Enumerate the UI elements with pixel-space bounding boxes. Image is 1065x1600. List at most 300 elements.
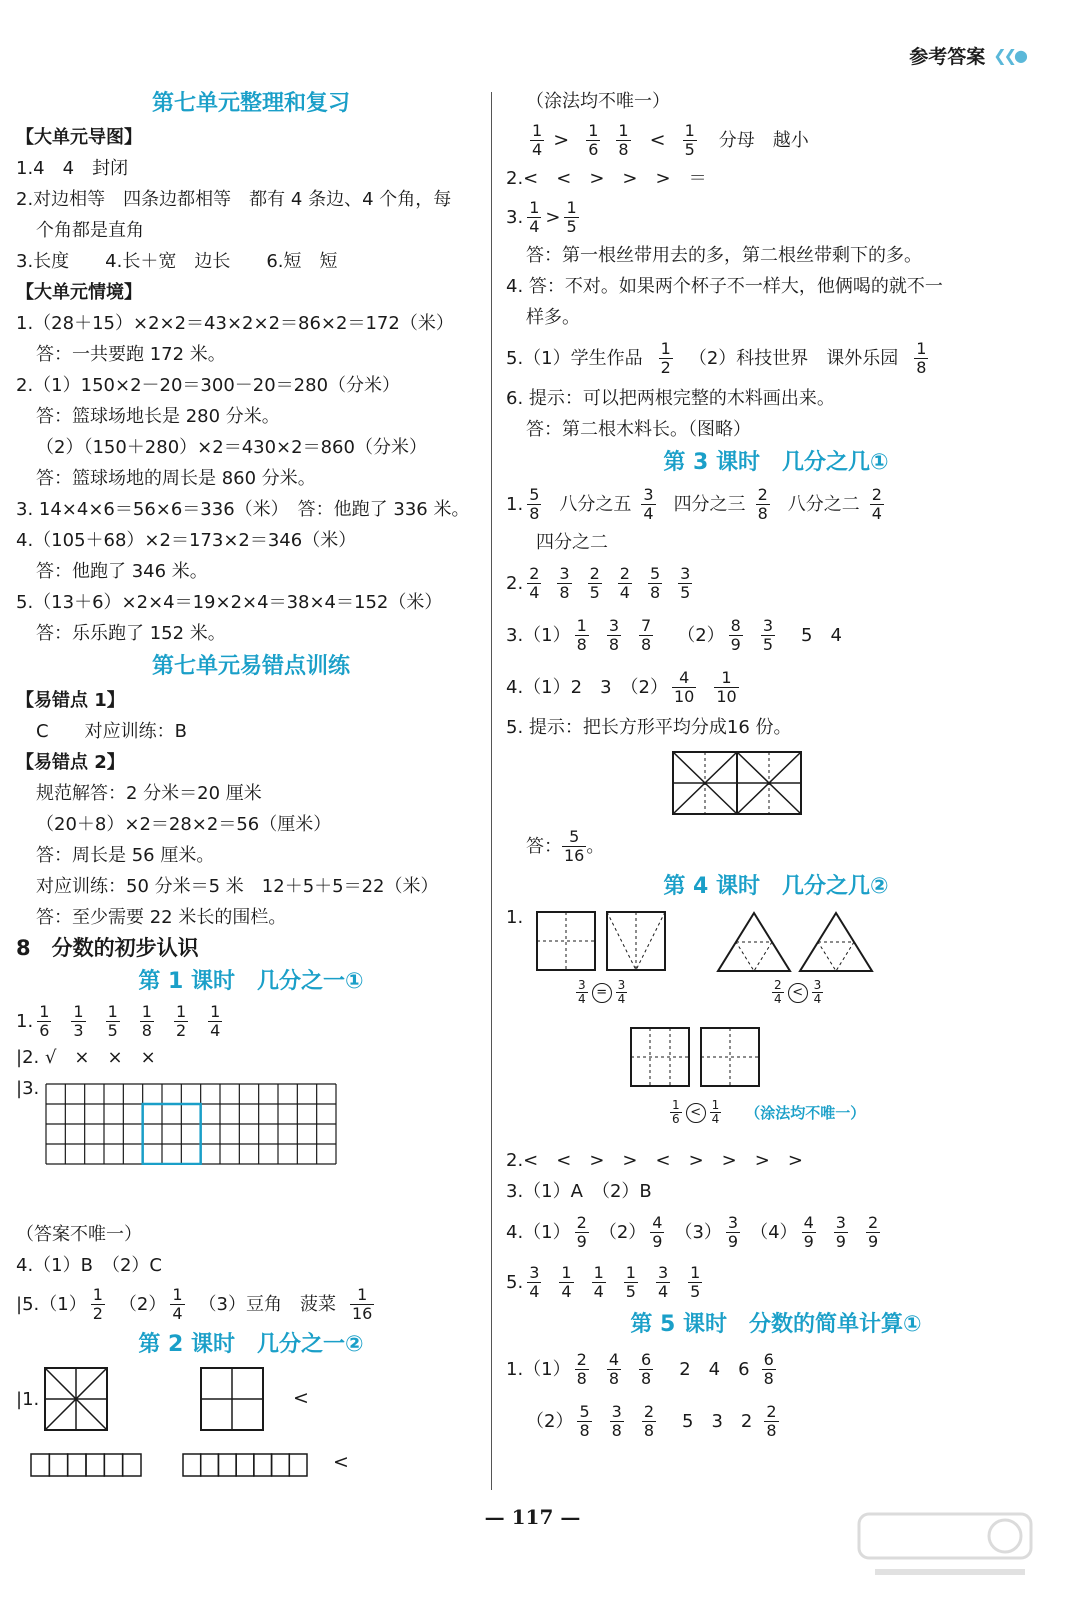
fraction bbox=[772, 979, 784, 1006]
numerator: 2 bbox=[576, 1212, 587, 1232]
square-quarters-figure bbox=[200, 1367, 264, 1431]
denominator: 8 bbox=[618, 139, 629, 159]
fraction bbox=[607, 1351, 621, 1388]
numerator: 5 bbox=[579, 1401, 590, 1421]
fraction bbox=[577, 1403, 591, 1440]
numerator: 3 bbox=[608, 615, 620, 635]
fraction-list bbox=[523, 1264, 716, 1301]
question-number: 2. bbox=[506, 572, 524, 594]
denominator: 9 bbox=[576, 1231, 587, 1251]
numerator: 2 bbox=[589, 563, 600, 583]
answer-line: C 对应训练：B bbox=[36, 721, 187, 742]
answer-text: 1.（1） bbox=[506, 1358, 571, 1380]
answer-line: 5.（13＋6）×2×4＝19×2×4＝38×4＝152（米） bbox=[16, 592, 443, 613]
answer-line: 答：至少需要 22 米长的围栏。 bbox=[36, 907, 287, 928]
subheading: 【大单元情境】 bbox=[16, 282, 142, 303]
answer-line bbox=[506, 662, 1046, 712]
bar-sevenths-figure bbox=[182, 1453, 308, 1477]
numerator: 1 bbox=[172, 1284, 183, 1304]
answer-text: 四分之三 bbox=[673, 493, 746, 515]
section-title: 第 5 课时 分数的简单计算① bbox=[630, 1312, 922, 1337]
fraction bbox=[37, 1003, 51, 1040]
numerator: 4 bbox=[652, 1212, 663, 1232]
numerator: 3 bbox=[835, 1212, 846, 1232]
fraction bbox=[527, 486, 541, 523]
section-title: 第 3 课时 几分之几① bbox=[663, 450, 889, 475]
numerator: 4 bbox=[679, 667, 690, 687]
numerator: 2 bbox=[529, 563, 540, 583]
fraction bbox=[761, 617, 775, 654]
answer-line: 答：周长是 56 厘米。 bbox=[36, 845, 215, 866]
bar-cell bbox=[31, 1454, 49, 1476]
numerator: 1 bbox=[684, 120, 695, 140]
question-number: 1. bbox=[16, 1010, 34, 1032]
answer-line: 5. 提示：把长方形平均分成16 份。 bbox=[506, 717, 792, 738]
answer-line: （2）（150＋280）×2＝430×2＝860（分米） bbox=[36, 437, 427, 458]
denominator: 6 bbox=[39, 1020, 50, 1040]
denominator: 4 bbox=[593, 1281, 604, 1301]
denominator: 5 bbox=[625, 1281, 636, 1301]
answer-text: （2） bbox=[598, 1221, 647, 1243]
numerator: 2 bbox=[774, 978, 782, 992]
chapter-title: 8 分数的初步认识 bbox=[16, 936, 199, 960]
denominator: 4 bbox=[529, 582, 540, 602]
numerator: 3 bbox=[529, 1262, 540, 1282]
denominator: 5 bbox=[690, 1281, 701, 1301]
triangle-dashed-figure bbox=[716, 911, 792, 973]
fraction bbox=[562, 828, 586, 865]
answer-line bbox=[16, 1000, 486, 1042]
denominator: 8 bbox=[608, 634, 620, 654]
numerator: 3 bbox=[727, 1212, 739, 1232]
fraction bbox=[91, 1286, 105, 1323]
fraction bbox=[527, 199, 541, 236]
fraction bbox=[714, 669, 738, 706]
answer-line bbox=[506, 194, 1046, 240]
denominator: 6 bbox=[588, 139, 599, 159]
numerator: 6 bbox=[641, 1349, 652, 1369]
answer-line bbox=[16, 1281, 486, 1327]
denominator: 5 bbox=[680, 582, 691, 602]
section-title: 第 4 课时 几分之几② bbox=[663, 874, 889, 899]
numerator: 1 bbox=[566, 197, 577, 217]
comparison-sign: < bbox=[293, 1387, 309, 1409]
fraction bbox=[870, 486, 884, 523]
fraction bbox=[575, 617, 589, 654]
comparison-sign: < bbox=[686, 1103, 706, 1123]
numerator: 1 bbox=[107, 1001, 118, 1021]
numerator: 5 bbox=[649, 563, 661, 583]
denominator: 4 bbox=[813, 992, 822, 1006]
fraction bbox=[650, 1214, 664, 1251]
denominator: 4 bbox=[529, 1281, 540, 1301]
denominator: 4 bbox=[529, 216, 540, 236]
section-title: 第七单元整理和复习 bbox=[151, 91, 350, 116]
answer-line: 答：篮球场地长是 280 分米。 bbox=[36, 406, 280, 427]
numerator: 5 bbox=[569, 826, 580, 846]
fraction bbox=[106, 1003, 120, 1040]
fraction bbox=[710, 1099, 722, 1126]
denominator: 8 bbox=[141, 1020, 152, 1040]
numerator: 6 bbox=[763, 1349, 774, 1369]
answer-line: （涂法均不唯一） bbox=[526, 91, 670, 112]
denominator: 8 bbox=[643, 1420, 655, 1440]
question-number: 1. bbox=[506, 493, 524, 515]
denominator: 5 bbox=[762, 634, 774, 654]
answer-text: 5.（1）学生作品 bbox=[506, 347, 643, 369]
fraction bbox=[639, 617, 653, 654]
numerator: 1 bbox=[73, 1001, 84, 1021]
subheading: 【大单元导图】 bbox=[16, 127, 142, 148]
answer-line: 3.长度 4.长＋宽 边长 6.短 短 bbox=[16, 251, 338, 272]
rectangle-sixteenths-figure bbox=[672, 751, 802, 815]
numerator: 2 bbox=[871, 484, 882, 504]
answer-line bbox=[506, 1343, 1046, 1395]
figure-group bbox=[506, 743, 1046, 823]
fraction bbox=[170, 1286, 184, 1323]
bar-cell bbox=[68, 1454, 86, 1476]
denominator: 10 bbox=[716, 686, 737, 706]
answer-line: 2.< < > > > ＝ bbox=[506, 168, 707, 189]
numerator: 1 bbox=[625, 1262, 636, 1282]
denominator: 9 bbox=[652, 1231, 663, 1251]
answer-line bbox=[16, 1073, 486, 1219]
denominator: 9 bbox=[727, 1231, 739, 1251]
bar-cell bbox=[254, 1454, 272, 1476]
denominator: 9 bbox=[867, 1231, 879, 1251]
fraction bbox=[576, 979, 588, 1006]
denominator: 8 bbox=[757, 503, 768, 523]
section-title: 第 2 课时 几分之一② bbox=[138, 1332, 364, 1357]
fraction bbox=[672, 669, 696, 706]
denominator: 9 bbox=[835, 1231, 846, 1251]
numerator: 4 bbox=[803, 1212, 814, 1232]
answer-text: 4.（1） bbox=[506, 1221, 571, 1243]
answer-line bbox=[506, 823, 1046, 869]
fraction-list bbox=[571, 617, 668, 654]
fraction bbox=[683, 122, 697, 159]
answer-text: 八分之五 bbox=[559, 493, 632, 515]
numerator: 1 bbox=[39, 1001, 50, 1021]
denominator: 5 bbox=[107, 1020, 118, 1040]
fraction bbox=[616, 979, 628, 1006]
denominator: 8 bbox=[529, 503, 540, 523]
answer-text: （3）豆角 菠菜 bbox=[198, 1293, 336, 1315]
answer-line: 答：乐乐跑了 152 米。 bbox=[36, 623, 226, 644]
answer-line bbox=[506, 1395, 1046, 1447]
answer-line: 4. 答：不对。如果两个杯子不一样大，他俩喝的就不一 bbox=[506, 276, 943, 297]
answer-text: 5 3 2 bbox=[682, 1410, 753, 1432]
numerator: 7 bbox=[641, 615, 652, 635]
answer-line bbox=[506, 558, 1046, 608]
numerator: 1 bbox=[660, 338, 671, 358]
numerator: 1 bbox=[529, 197, 540, 217]
fraction bbox=[729, 617, 743, 654]
bar-sixths-figure bbox=[30, 1453, 142, 1477]
denominator: 9 bbox=[803, 1231, 814, 1251]
numerator: 2 bbox=[766, 1401, 777, 1421]
bar-cell bbox=[123, 1454, 141, 1476]
bar-cell bbox=[201, 1454, 219, 1476]
numerator: 3 bbox=[657, 1262, 669, 1282]
denominator: 4 bbox=[172, 1303, 183, 1323]
fraction bbox=[71, 1003, 85, 1040]
fraction bbox=[688, 1264, 702, 1301]
answer-text: 5 4 bbox=[801, 624, 842, 646]
denominator: 8 bbox=[576, 634, 587, 654]
question-number: 1. bbox=[506, 907, 524, 928]
subheading: 【易错点 2】 bbox=[16, 752, 125, 773]
page-number: — 117 — bbox=[484, 1505, 581, 1529]
denominator: 2 bbox=[660, 357, 671, 377]
fraction bbox=[618, 565, 632, 602]
answer-text: 八分之二 bbox=[787, 493, 860, 515]
bar-cell bbox=[183, 1454, 201, 1476]
fraction bbox=[812, 979, 824, 1006]
fraction bbox=[174, 1003, 188, 1040]
numerator: 1 bbox=[357, 1284, 368, 1304]
comparison-sign: > bbox=[545, 206, 561, 228]
question-number: 3. bbox=[506, 206, 524, 228]
numerator: 4 bbox=[608, 1349, 620, 1369]
answer-text: 3.（1） bbox=[506, 624, 571, 646]
note-text: （涂法均不唯一） bbox=[745, 1104, 866, 1122]
fraction bbox=[764, 1403, 778, 1440]
comparison-sign: > bbox=[553, 128, 570, 151]
fraction bbox=[607, 617, 621, 654]
denominator: 8 bbox=[641, 634, 652, 654]
bar-cell bbox=[104, 1454, 122, 1476]
numerator: 3 bbox=[643, 484, 654, 504]
fraction-list bbox=[33, 1003, 238, 1040]
answer-line: 四分之二 bbox=[536, 532, 608, 553]
fraction bbox=[642, 1403, 656, 1440]
answer-text: 分母 越小 bbox=[718, 129, 809, 151]
denominator: 8 bbox=[641, 1368, 652, 1388]
answer-line: 2.（1）150×2－20＝300－20＝280（分米） bbox=[16, 375, 401, 396]
numerator: 1 bbox=[690, 1262, 701, 1282]
fraction bbox=[140, 1003, 154, 1040]
denominator: 8 bbox=[916, 357, 927, 377]
denominator: 4 bbox=[617, 992, 626, 1006]
fraction bbox=[588, 565, 602, 602]
denominator: 4 bbox=[871, 503, 882, 523]
answer-line: 3. 14×4×6＝56×6＝336（米） 答：他跑了 336 米。 bbox=[16, 499, 470, 520]
numerator: 3 bbox=[813, 978, 822, 992]
numerator: 1 bbox=[721, 667, 732, 687]
question-number: |1. bbox=[16, 1389, 40, 1410]
numerator: 1 bbox=[141, 1001, 152, 1021]
denominator: 8 bbox=[576, 1368, 587, 1388]
fraction bbox=[616, 122, 630, 159]
numerator: 1 bbox=[210, 1001, 221, 1021]
answer-line: 个角都是直角 bbox=[36, 220, 144, 241]
numerator: 2 bbox=[643, 1401, 655, 1421]
numerator: 3 bbox=[578, 978, 586, 992]
numerator: 1 bbox=[618, 120, 629, 140]
bar-cell bbox=[289, 1454, 307, 1476]
comparison-sign: < bbox=[788, 983, 808, 1003]
answer-text: 4.（1）2 3 （2） bbox=[506, 676, 668, 698]
denominator: 2 bbox=[175, 1020, 187, 1040]
answer-line bbox=[506, 117, 1046, 163]
fraction bbox=[592, 1264, 606, 1301]
denominator: 8 bbox=[763, 1368, 774, 1388]
comparison-sign: = bbox=[592, 983, 612, 1003]
numerator: 1 bbox=[916, 338, 927, 358]
answer-line: （20＋8）×2＝28×2＝56（厘米） bbox=[36, 814, 332, 835]
answer-line: 答：第二根木料长。（图略） bbox=[526, 419, 751, 440]
numerator: 5 bbox=[529, 484, 540, 504]
numerator: 2 bbox=[757, 484, 768, 504]
right-column bbox=[506, 86, 1046, 1447]
numerator: 2 bbox=[619, 563, 630, 583]
fraction bbox=[659, 340, 673, 377]
section-title: 第七单元易错点训练 bbox=[151, 654, 350, 679]
answer-line: 6. 提示：可以把两根完整的木料画出来。 bbox=[506, 388, 835, 409]
figure-group bbox=[506, 905, 1046, 1145]
denominator: 5 bbox=[566, 216, 577, 236]
comparison-sign: < bbox=[649, 128, 666, 151]
numerator: 3 bbox=[559, 563, 570, 583]
answer-text: 2 4 6 bbox=[679, 1358, 750, 1380]
answer-line bbox=[506, 333, 1046, 383]
bar-cell bbox=[86, 1454, 104, 1476]
square-v-dashed-figure bbox=[606, 911, 666, 971]
numerator: 1 bbox=[532, 120, 543, 140]
watermark-logo-icon bbox=[855, 1510, 1035, 1590]
answer-line: 4.（105＋68）×2＝173×2＝346（米） bbox=[16, 530, 357, 551]
answer-line: 规范解答：2 分米＝20 厘米 bbox=[36, 783, 262, 804]
fraction bbox=[610, 1403, 624, 1440]
fraction bbox=[624, 1264, 638, 1301]
fraction bbox=[834, 1214, 848, 1251]
fraction bbox=[527, 1264, 541, 1301]
fraction bbox=[726, 1214, 740, 1251]
question-number: |3. bbox=[16, 1078, 40, 1099]
answer-line: 答：篮球场地的周长是 860 分米。 bbox=[36, 468, 316, 489]
answer-line: 样多。 bbox=[526, 307, 580, 328]
denominator: 4 bbox=[210, 1020, 221, 1040]
fraction bbox=[586, 122, 600, 159]
fraction bbox=[575, 1214, 589, 1251]
left-column bbox=[16, 86, 486, 1493]
bar-cell bbox=[49, 1454, 67, 1476]
denominator: 8 bbox=[611, 1420, 622, 1440]
denominator: 4 bbox=[711, 1112, 720, 1126]
question-number: 5. bbox=[506, 1271, 524, 1293]
answer-text: （2） bbox=[677, 624, 725, 646]
answer-text: （3） bbox=[674, 1221, 722, 1243]
answer-line: 1.（28＋15）×2×2＝43×2×2＝86×2＝172（米） bbox=[16, 313, 454, 334]
numerator: 1 bbox=[593, 1262, 604, 1282]
numerator: 1 bbox=[92, 1284, 103, 1304]
denominator: 4 bbox=[619, 582, 630, 602]
comparison-group bbox=[572, 979, 631, 1006]
fraction bbox=[802, 1214, 816, 1251]
square-cross-dashed-figure bbox=[536, 911, 596, 971]
answer-line: 1.4 4 封闭 bbox=[16, 158, 129, 179]
fraction-list bbox=[725, 617, 789, 654]
fraction-list bbox=[798, 1214, 895, 1251]
numerator: 8 bbox=[730, 615, 741, 635]
answer-text: （4） bbox=[750, 1221, 798, 1243]
fraction bbox=[530, 122, 544, 159]
answer-text: （2） bbox=[526, 1410, 574, 1432]
answer-line bbox=[506, 1257, 1046, 1307]
numerator: 3 bbox=[617, 978, 626, 992]
denominator: 8 bbox=[766, 1420, 777, 1440]
fraction bbox=[641, 486, 655, 523]
comparison-sign: < bbox=[333, 1451, 349, 1473]
numerator: 3 bbox=[611, 1401, 622, 1421]
denominator: 3 bbox=[73, 1020, 84, 1040]
header-title: 参考答案 bbox=[909, 46, 986, 68]
bar-cell bbox=[218, 1454, 236, 1476]
grid-figure bbox=[45, 1083, 337, 1165]
answer-line: （答案不唯一） bbox=[16, 1224, 142, 1245]
square-eighths-figure bbox=[44, 1367, 108, 1431]
fraction bbox=[575, 1351, 589, 1388]
fraction bbox=[670, 1099, 682, 1126]
denominator: 8 bbox=[649, 582, 661, 602]
denominator: 4 bbox=[657, 1281, 669, 1301]
denominator: 6 bbox=[672, 1112, 680, 1126]
answer-line: 4.（1）B （2）C bbox=[16, 1255, 162, 1276]
denominator: 9 bbox=[730, 634, 741, 654]
answer-line bbox=[506, 608, 1046, 662]
denominator: 4 bbox=[532, 139, 543, 159]
numerator: 2 bbox=[576, 1349, 587, 1369]
denominator: 8 bbox=[559, 582, 570, 602]
fraction-list bbox=[571, 1351, 668, 1388]
answer-line: 答：一共要跑 172 米。 bbox=[36, 344, 226, 365]
page-header bbox=[909, 42, 1025, 69]
header-decoration-icon: ❮❮● bbox=[993, 46, 1025, 65]
answer-line: 对应训练：50 分米＝5 米 12＋5＋5＝22（米） bbox=[36, 876, 439, 897]
denominator: 2 bbox=[92, 1303, 103, 1323]
numerator: 3 bbox=[762, 615, 774, 635]
fraction bbox=[648, 565, 662, 602]
fraction-list bbox=[573, 1403, 670, 1440]
fraction bbox=[866, 1214, 880, 1251]
fraction bbox=[559, 1264, 573, 1301]
numerator: 3 bbox=[680, 563, 691, 583]
bar-cell bbox=[272, 1454, 290, 1476]
fraction bbox=[678, 565, 692, 602]
answer-line: 2.对边相等 四条边都相等 都有 4 条边、4 个角，每 bbox=[16, 189, 452, 210]
denominator: 8 bbox=[608, 1368, 620, 1388]
square-cross-dashed-figure bbox=[700, 1027, 760, 1087]
denominator: 16 bbox=[351, 1303, 373, 1323]
numerator: 2 bbox=[867, 1212, 879, 1232]
answer-line: 3.（1）A （2）B bbox=[506, 1181, 652, 1202]
denominator: 4 bbox=[561, 1281, 572, 1301]
fraction bbox=[564, 199, 578, 236]
denominator: 5 bbox=[589, 582, 600, 602]
numerator: 1 bbox=[672, 1098, 680, 1112]
answer-line: 答：他跑了 346 米。 bbox=[36, 561, 208, 582]
denominator: 4 bbox=[578, 992, 586, 1006]
comparison-group bbox=[666, 1099, 865, 1126]
fraction-list bbox=[668, 669, 753, 706]
answer-text: （2）科技世界 课外乐园 bbox=[688, 347, 899, 369]
answer-text: |5.（1） bbox=[16, 1293, 87, 1315]
answer-text: 。 bbox=[586, 835, 605, 857]
numerator: 1 bbox=[711, 1098, 720, 1112]
answer-text: 答： bbox=[526, 835, 562, 857]
answer-line: 答：第一根丝带用去的多，第二根丝带剩下的多。 bbox=[526, 245, 922, 266]
